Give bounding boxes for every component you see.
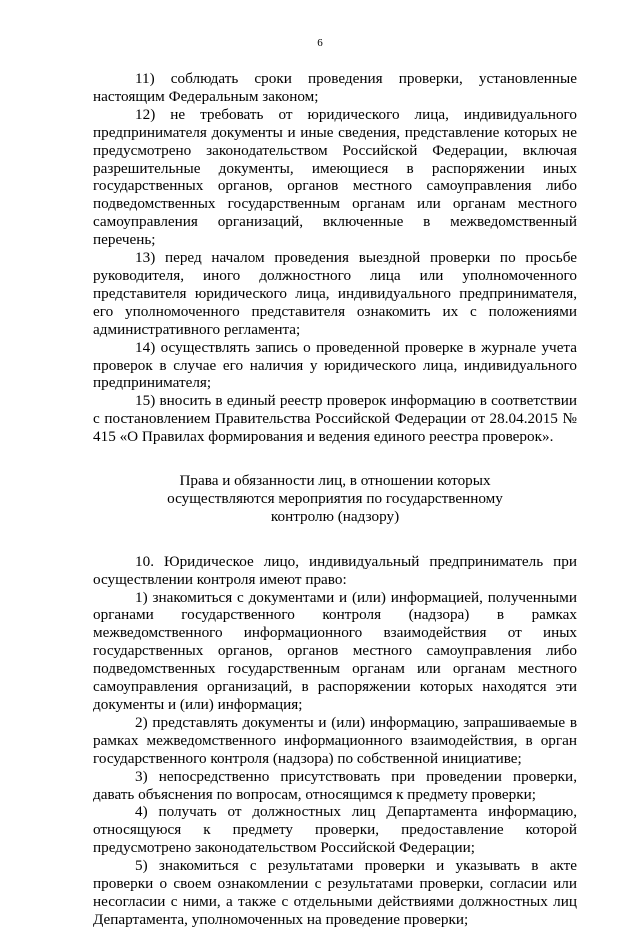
paragraph-item-12: 12) не требовать от юридического лица, индивидуального предпринимателя документы и иные сведения, представление которых не предусмотрено законодательством Российской Федерации, включая разрешительные документы, имеющиеся в распоряжении иных государственных органов, органов местного самоуправления либо подведомственных государственным органам или органам местного самоуправления организаций, включенные в межведомственный перечень;: [93, 105, 577, 249]
paragraph-item-11: 11) соблюдать сроки проведения проверки, установленные настоящим Федеральным законом;: [93, 70, 577, 105]
paragraph-right-3: 3) непосредственно присутствовать при проведении проверки, давать объяснения по вопросам, относящимся к предмету проверки;: [93, 767, 577, 803]
document-body: [93, 70, 577, 929]
section-heading-line: контролю (надзору): [270, 507, 400, 525]
paragraph-item-13: 13) перед началом проведения выездной проверки по просьбе руководителя, иного должностного лица или уполномоченного представителя юридического лица, индивидуального предпринимателя, его уполномоченного представителя ознакомить их с положениями административного регламента;: [93, 249, 577, 338]
paragraph-right-1: 1) знакомиться с документами и (или) информацией, полученными органами государственного контроля (надзора) в рамках межведомственного информационного взаимодействия от иных государственных органов, органов местного самоуправления либо подведомственных государственным органам или органам местного самоуправления организаций, в распоряжении которых находятся эти документы и (или) информация;: [93, 588, 577, 713]
paragraph-item-14: 14) осуществлять запись о проведенной проверке в журнале учета проверок в случае его наличия у юридического лица, индивидуального предпринимателя;: [93, 338, 577, 392]
section-heading-line: Права и обязанности лиц, в отношении которых: [179, 472, 491, 490]
paragraph-item-15: 15) вносить в единый реестр проверок информацию в соответствии с постановлением Правительства Российской Федерации от 28.04.2015 № 415 «О Правилах формирования и ведения единого реестра проверок».: [93, 392, 577, 446]
paragraph-right-5: 5) знакомиться с результатами проверки и указывать в акте проверки о своем ознакомлении с результатами проверки, согласии или несогласии с ними, а также с отдельными действиями должностных лиц Департамента, уполномоченных на проведение проверки;: [93, 857, 577, 928]
paragraph-right-2: 2) представлять документы и (или) информацию, запрашиваемые в рамках межведомственного информационного взаимодействия, в орган государственного контроля (надзора) по собственной инициативе;: [93, 713, 577, 767]
section-heading: [93, 472, 577, 526]
page-number: 6: [317, 37, 323, 49]
paragraph-right-4: 4) получать от должностных лиц Департамента информацию, относящуюся к предмету проверки, предоставление которой предусмотрено законодательством Российской Федерации;: [93, 803, 577, 857]
paragraph-clause-10: 10. Юридическое лицо, индивидуальный предприниматель при осуществлении контроля имеют право:: [93, 552, 577, 588]
section-heading-line: осуществляются мероприятия по государственному: [167, 489, 503, 507]
